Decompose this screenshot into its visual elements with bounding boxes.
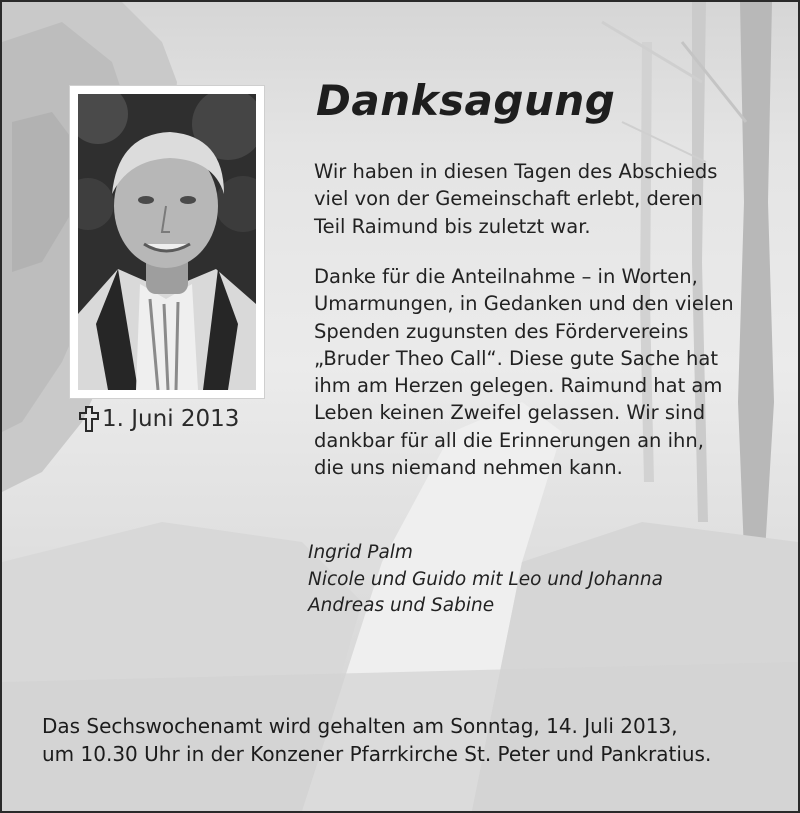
text-line: Teil Raimund bis zuletzt war. [314,214,591,238]
thanks-paragraph-2 [314,263,774,481]
portrait-photo [78,94,256,390]
service-line: um 10.30 Uhr in der Konzener Pfarrkirche St. Peter und Pankratius. [42,742,712,766]
signatory: Ingrid Palm [308,542,413,563]
cross-icon [78,406,100,432]
text-line: Spenden zugunsten des Fördervereins [314,319,689,343]
text-line: ihm am Herzen gelegen. Raimund hat am [314,374,723,398]
text-line: Leben keinen Zweifel gelassen. Wir sind [314,401,706,425]
text-line: Wir haben in diesen Tagen des Abschieds [314,160,718,183]
portrait-frame [70,86,264,398]
thanks-paragraph-1 [314,158,774,240]
text-line: dankbar für all die Erinnerungen an ihn, [314,428,704,452]
death-date [78,406,239,432]
text-line: die uns niemand nehmen kann. [314,456,623,480]
service-announcement [42,712,711,768]
notice-title: Danksagung [316,76,616,125]
text-line: „Bruder Theo Call“. Diese gute Sache hat [314,346,718,370]
text-line: viel von der Gemeinschaft erlebt, deren [314,187,703,211]
text-line: Umarmungen, in Gedanken und den vielen [314,292,734,316]
death-date-text: 1. Juni 2013 [102,406,240,432]
signatories [308,540,663,620]
service-line: Das Sechswochenamt wird gehalten am Sonntag, 14. Juli 2013, [42,714,678,738]
signatory: Nicole und Guido mit Leo und Johanna [308,568,663,590]
signatory: Andreas und Sabine [308,595,495,616]
text-line: Danke für die Anteilnahme – in Worten, [314,265,698,288]
